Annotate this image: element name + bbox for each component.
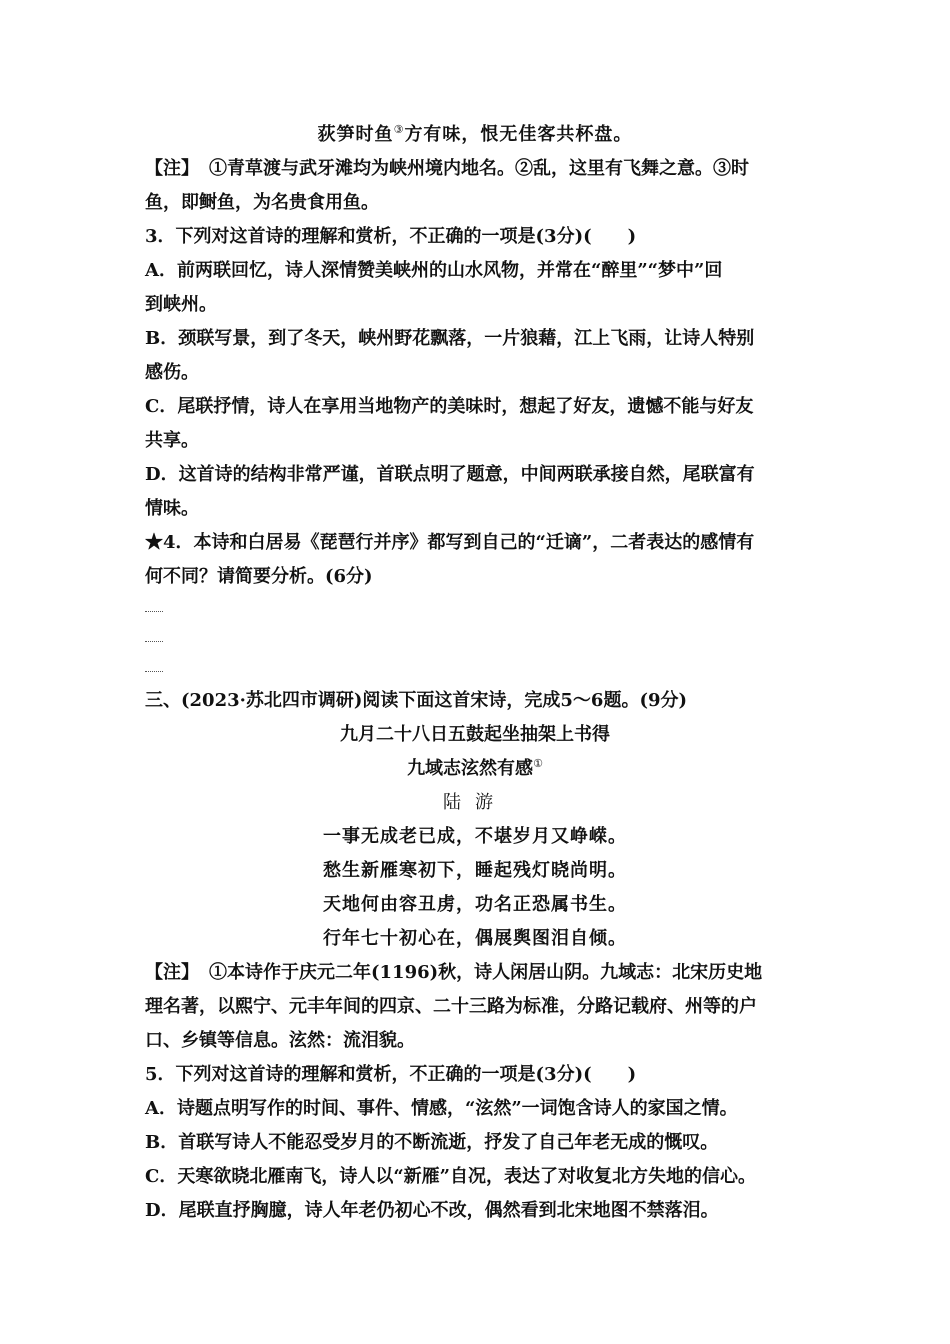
poem1-text-a: 荻笋时鱼 [317, 124, 394, 145]
poem2-line: 愁生新雁寒初下，睡起残灯晓尚明。 [323, 860, 627, 881]
question-3-option-b-cont: 感伤。 [145, 362, 199, 383]
note2-line3: 口、乡镇等信息。泫然：流泪貌。 [145, 1030, 415, 1051]
poem2-line: 天地何由容丑虏，功名正恐属书生。 [323, 894, 627, 915]
footnote-marker: ③ [393, 123, 405, 136]
question-4-stem-cont: 何不同？请简要分析。(6分) [145, 566, 373, 587]
question-5-option-d: D．尾联直抒胸臆，诗人年老仍初心不改，偶然看到北宋地图不禁落泪。 [145, 1200, 719, 1221]
poem2-title-line2 [145, 752, 805, 786]
answer-line[interactable] [145, 624, 805, 654]
question-3-option-b: B．颈联写景，到了冬天，峡州野花飘落，一片狼藉，江上飞雨，让诗人特别 [145, 328, 755, 349]
footnote-marker: ① [533, 757, 543, 770]
question-5-option-a: A．诗题点明写作的时间、事件、情感，“泫然”一词饱含诗人的家国之情。 [145, 1098, 738, 1119]
answer-line[interactable] [145, 654, 805, 684]
poem2-title-line1: 九月二十八日五鼓起坐抽架上书得 [340, 724, 610, 745]
poem2-title-text: 九域志泫然有感 [407, 758, 534, 779]
question-3-option-a: A．前两联回忆，诗人深情赞美峡州的山水风物，并常在“醉里”“梦中”回 [145, 260, 723, 281]
poem2-line: 行年七十初心在，偶展舆图泪自倾。 [323, 928, 627, 949]
question-4-stem: ★4．本诗和白居易《琵琶行并序》都写到自己的“迁谪”，二者表达的感情有 [145, 532, 755, 553]
question-5-option-c: C．天寒欲晓北雁南飞，诗人以“新雁”自况，表达了对收复北方失地的信心。 [145, 1166, 757, 1187]
poem1-text-b: 方有味，恨无佳客共杯盘。 [404, 124, 633, 145]
note2-line1 [145, 956, 805, 990]
note1-text: ①青草渡与武牙滩均为峡州境内地名。②乱，这里有飞舞之意。③时 [209, 158, 749, 179]
note1-line2: 鱼，即鲥鱼，为名贵食用鱼。 [145, 192, 379, 213]
question-5-stem: 5．下列对这首诗的理解和赏析，不正确的一项是(3分)( ) [145, 1064, 637, 1085]
note2-line2: 理名著，以熙宁、元丰年间的四京、二十三路为标准，分路记载府、州等的户 [145, 996, 757, 1017]
poem2-author: 陆游 [443, 792, 507, 813]
poem2-line: 一事无成老已成，不堪岁月又峥嵘。 [323, 826, 627, 847]
question-3-option-a-cont: 到峡州。 [145, 294, 217, 315]
section-3-heading: 三、(2023·苏北四市调研)阅读下面这首宋诗，完成5～6题。(9分) [145, 690, 688, 711]
note2-text: ①本诗作于庆元二年(1196)秋，诗人闲居山阴。九域志：北宋历史地 [209, 962, 763, 983]
question-3-option-d: D．这首诗的结构非常严谨，首联点明了题意，中间两联承接自然，尾联富有 [145, 464, 755, 485]
question-5-option-b: B．首联写诗人不能忍受岁月的不断流逝，抒发了自己年老无成的慨叹。 [145, 1132, 719, 1153]
question-3-option-d-cont: 情味。 [145, 498, 199, 519]
question-3-option-c-cont: 共享。 [145, 430, 199, 451]
question-3-option-c: C．尾联抒情，诗人在享用当地物产的美味时，想起了好友，遗憾不能与好友 [145, 396, 754, 417]
note-label: 【注】 [145, 158, 199, 179]
note1-line1 [145, 152, 805, 186]
document-page [145, 118, 805, 1228]
answer-line[interactable] [145, 594, 805, 624]
question-3-stem: 3．下列对这首诗的理解和赏析，不正确的一项是(3分)( ) [145, 226, 637, 247]
poem1-last-line [145, 118, 805, 152]
note-label: 【注】 [145, 962, 199, 983]
